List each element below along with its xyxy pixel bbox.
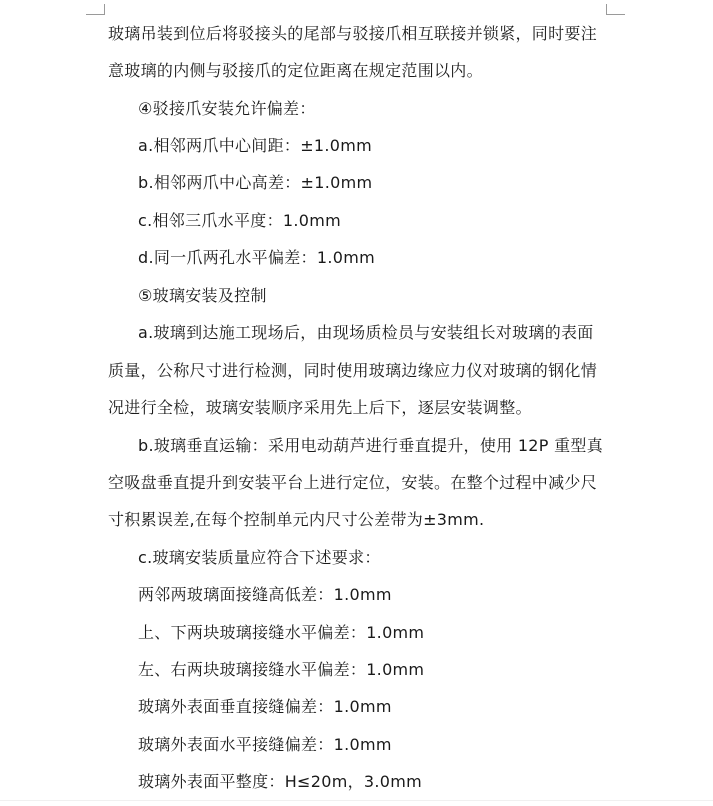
quality-item-4: 玻璃外表面垂直接缝偏差：1.0mm <box>138 697 392 716</box>
list-item-d: d.同一爪两孔水平偏差：1.0mm <box>138 248 375 267</box>
quality-item-3: 左、右两块玻璃接缝水平偏差：1.0mm <box>138 660 425 679</box>
crop-mark-left <box>86 4 105 15</box>
crop-mark-right <box>606 4 625 15</box>
paragraph-c-heading: c.玻璃安装质量应符合下述要求： <box>138 548 381 567</box>
paragraph-line-1: 玻璃吊装到位后将驳接头的尾部与驳接爪相互联接并锁紧，同时要注 <box>108 24 598 43</box>
page-bottom-edge <box>0 800 713 801</box>
list-item-c: c.相邻三爪水平度：1.0mm <box>138 211 342 230</box>
paragraph-a-line-2: 质量，公称尺寸进行检测，同时使用玻璃边缘应力仪对玻璃的钢化情 <box>108 361 598 380</box>
quality-item-2: 上、下两块玻璃接缝水平偏差：1.0mm <box>138 623 425 642</box>
paragraph-b-line-3: 寸积累误差,在每个控制单元内尺寸公差带为±3mm. <box>108 510 485 529</box>
heading-claw-tolerance: ④驳接爪安装允许偏差： <box>138 99 316 118</box>
quality-item-1: 两邻两玻璃面接缝高低差：1.0mm <box>138 585 392 604</box>
paragraph-a-line-1: a.玻璃到达施工现场后，由现场质检员与安装组长对玻璃的表面 <box>138 323 594 342</box>
list-item-a: a.相邻两爪中心间距：±1.0mm <box>138 136 373 155</box>
quality-item-5: 玻璃外表面水平接缝偏差：1.0mm <box>138 735 392 754</box>
paragraph-b-line-1: b.玻璃垂直运输：采用电动葫芦进行垂直提升，使用 12P 重型真 <box>138 436 604 455</box>
heading-glass-install: ⑤玻璃安装及控制 <box>138 286 267 305</box>
paragraph-a-line-3: 况进行全检，玻璃安装顺序采用先上后下，逐层安装调整。 <box>108 398 532 417</box>
paragraph-b-line-2: 空吸盘垂直提升到安装平台上进行定位，安装。在整个过程中减少尺 <box>108 473 598 492</box>
paragraph-line-2: 意玻璃的内侧与驳接爪的定位距离在规定范围以内。 <box>108 61 483 80</box>
quality-item-6: 玻璃外表面平整度：H≤20m，3.0mm <box>138 772 423 791</box>
list-item-b: b.相邻两爪中心高差：±1.0mm <box>138 173 373 192</box>
